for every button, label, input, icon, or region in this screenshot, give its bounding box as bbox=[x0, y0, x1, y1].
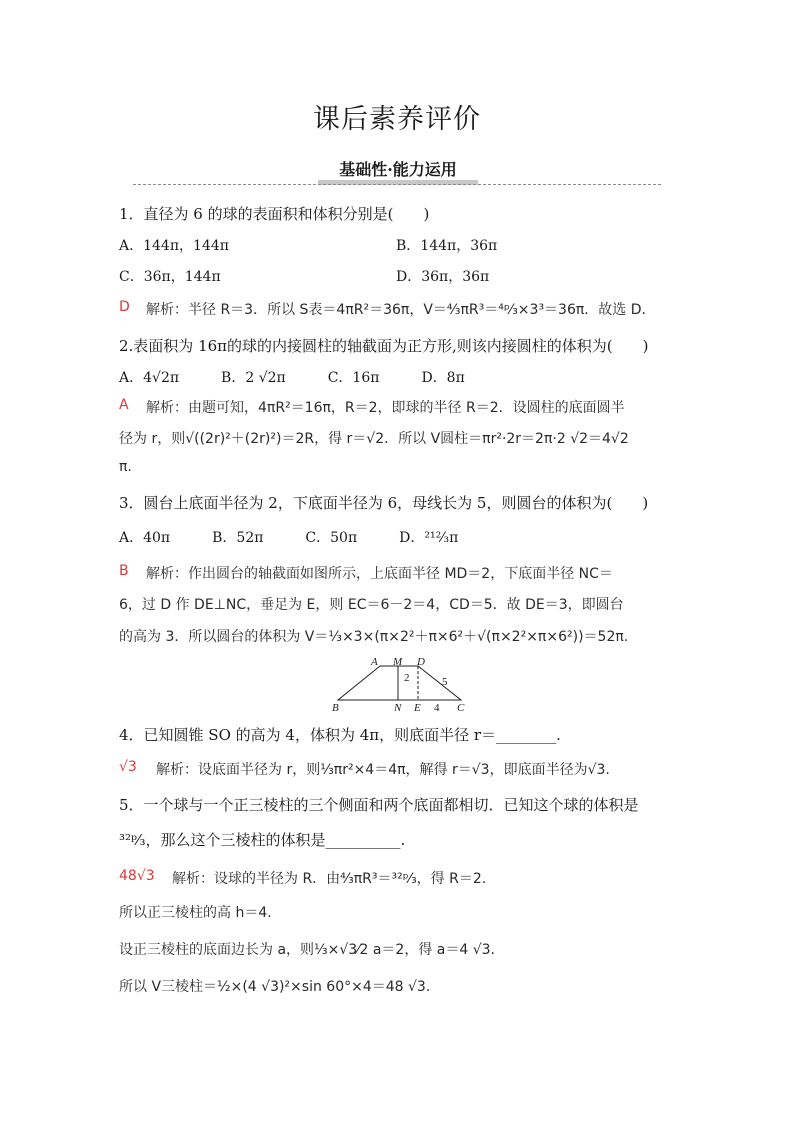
q1-answer: D bbox=[119, 299, 130, 315]
q3-solution-line-2: 6，过 D 作 DE⊥NC，垂足为 E，则 EC＝6－2＝4，CD＝5．故 DE＝3，即圆台 bbox=[119, 597, 624, 613]
label-e: E bbox=[414, 702, 421, 714]
label-c: C bbox=[457, 702, 465, 714]
q4-answer: √3 bbox=[119, 759, 137, 775]
q3-options: A．40π B．52π C．50π D．²¹²⁄₃π bbox=[119, 530, 459, 546]
q5-solution-line-1: 解析：设球的半径为 R．由⁴⁄₃πR³＝³²ᵖ⁄₃，得 R＝2. bbox=[172, 871, 487, 887]
q3-solution-line-3: 的高为 3．所以圆台的体积为 V＝⅓×3×(π×2²＋π×6²＋√(π×2²×π×6²))＝52π. bbox=[119, 629, 629, 645]
q2-solution-line-1: 解析：由题可知，4πR²＝16π，R＝2，即球的半径 R＝2．设圆柱的底面圆半 bbox=[146, 400, 625, 416]
label-a: A bbox=[371, 656, 378, 668]
label-n: N bbox=[394, 702, 402, 714]
label-d: D bbox=[417, 656, 425, 668]
section-banner: 基础性·能力运用 bbox=[339, 160, 457, 179]
length-mn: 2 bbox=[404, 672, 410, 684]
q1-option-d: D．36π，36π bbox=[396, 269, 490, 285]
question-5-line-1: 5．一个球与一个正三棱柱的三个侧面和两个底面都相切．已知这个球的体积是 bbox=[119, 796, 639, 814]
question-3: 3．圆台上底面半径为 2，下底面半径为 6，母线长为 5，则圆台的体积为( ) bbox=[119, 494, 649, 512]
dashed-divider bbox=[133, 184, 661, 185]
question-4: 4．已知圆锥 SO 的高为 4，体积为 4π，则底面半径 r＝________. bbox=[119, 726, 561, 744]
q2-solution-line-2: 径为 r，则√((2r)²＋(2r)²)＝2R，得 r＝√2．所以 V圆柱＝πr²·2r＝2π·2 √2＝4√2 bbox=[119, 431, 629, 447]
q1-option-c: C．36π，144π bbox=[119, 269, 221, 285]
label-m: M bbox=[393, 656, 403, 668]
page-title: 课后素养评价 bbox=[313, 104, 481, 135]
q5-answer: 48√3 bbox=[119, 868, 155, 884]
q5-solution-line-2: 所以正三棱柱的高 h＝4. bbox=[119, 905, 272, 921]
length-ec: 4 bbox=[434, 702, 440, 714]
q4-solution: 解析：设底面半径为 r，则⅓πr²×4＝4π，解得 r＝√3，即底面半径为√3. bbox=[156, 762, 610, 778]
q5-solution-line-3: 设正三棱柱的底面边长为 a，则⅓×√3⁄2 a＝2，得 a＝4 √3. bbox=[119, 942, 496, 958]
q1-option-b: B．144π，36π bbox=[396, 238, 498, 254]
q1-solution: 解析：半径 R＝3．所以 S表＝4πR²＝36π，V＝⁴⁄₃πR³＝⁴ᵖ⁄₃×3³＝36π．故选 D． bbox=[146, 302, 656, 318]
q2-solution-line-3: π. bbox=[119, 459, 132, 475]
q2-options: A．4√2π B．2 √2π C．16π D．8π bbox=[119, 370, 465, 386]
question-1: 1．直径为 6 的球的表面积和体积分别是( ) bbox=[119, 205, 430, 223]
q2-answer: A bbox=[119, 397, 129, 413]
q1-option-a: A．144π，144π bbox=[119, 238, 229, 254]
question-2: 2.表面积为 16π的球的内接圆柱的轴截面为正方形,则该内接圆柱的体积为( ) bbox=[119, 337, 649, 355]
question-5-line-2: ³²ᵖ⁄₃，那么这个三棱柱的体积是__________. bbox=[119, 831, 406, 849]
frustum-section-figure bbox=[330, 655, 470, 715]
length-dc: 5 bbox=[442, 676, 448, 688]
q3-answer: B bbox=[119, 563, 129, 579]
q3-solution-line-1: 解析：作出圆台的轴截面如图所示，上底面半径 MD＝2，下底面半径 NC＝ bbox=[146, 566, 613, 582]
label-b: B bbox=[332, 702, 339, 714]
q5-solution-line-4: 所以 V三棱柱＝½×(4 √3)²×sin 60°×4＝48 √3. bbox=[119, 979, 431, 995]
